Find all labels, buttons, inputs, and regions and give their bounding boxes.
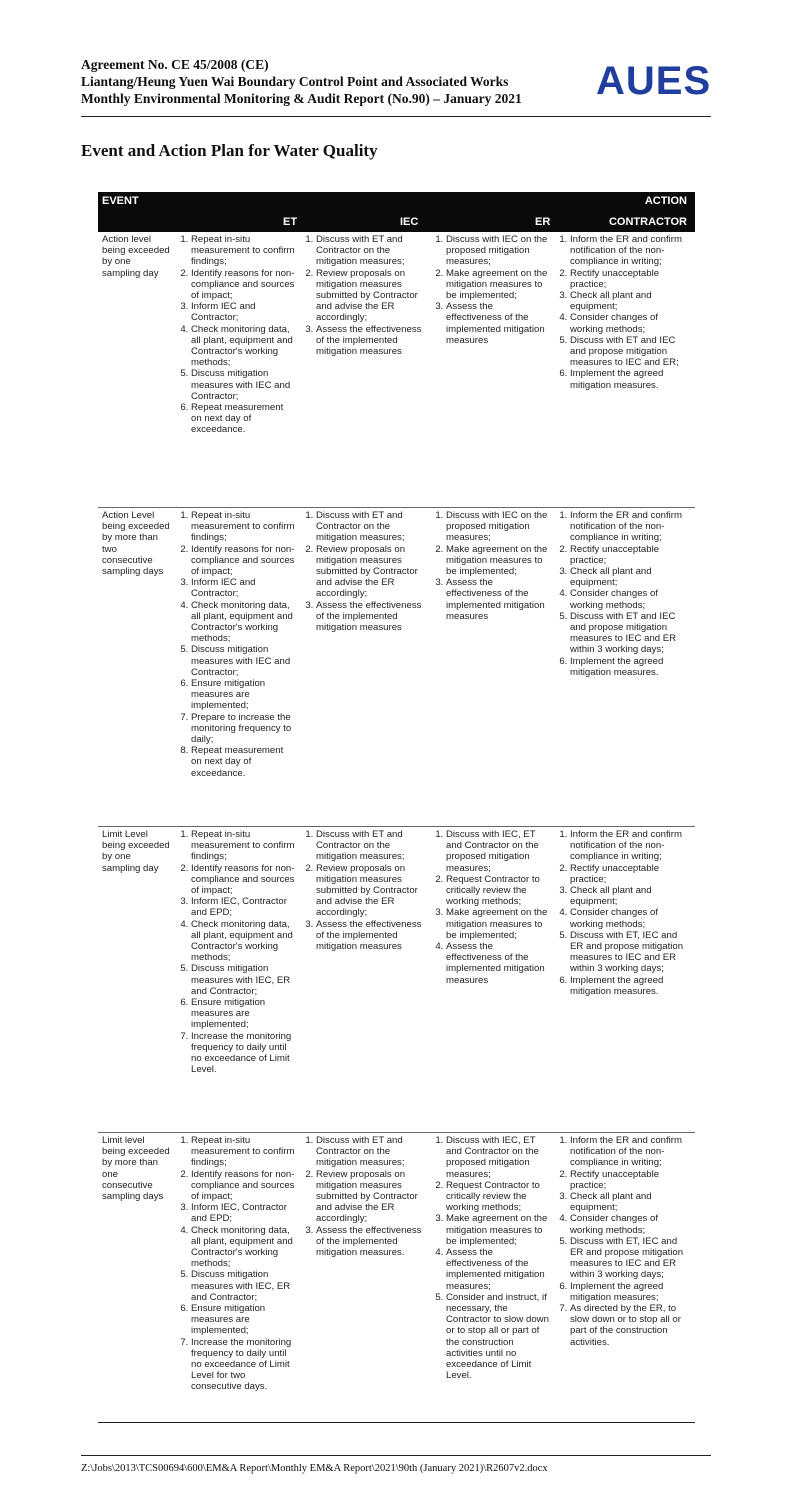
event-action-table	[98, 192, 695, 1420]
action-item: 3. Make agreement on the mitigation measures to be implemented;	[446, 907, 551, 941]
er-header: ER	[535, 216, 551, 228]
et-actions	[178, 234, 296, 436]
action-item: 2. Identify reasons for non-compliance and sources of impact;	[191, 1169, 296, 1203]
action-list	[303, 234, 425, 357]
action-item: 2. Make agreement on the mitigation measures to be implemented;	[446, 268, 551, 302]
table-row	[98, 827, 695, 1133]
action-item: 2. Identify reasons for non-compliance and sources of impact;	[191, 544, 296, 578]
action-item: 3. Assess the effectiveness of the implemented mitigation measures.	[316, 1225, 425, 1259]
action-item: 7. Prepare to increase the monitoring frequency to daily;	[191, 712, 296, 746]
action-list	[557, 829, 693, 997]
action-item: 2. Review proposals on mitigation measures submitted by Contractor and advise the ER accordingly;	[316, 544, 425, 600]
action-item: 5. Consider and instruct, if necessary, the Contractor to slow down or to stop all or part of the construction activities until no exceedance of Limit Level.	[446, 1292, 551, 1382]
action-item: 2. Make agreement on the mitigation measures to be implemented;	[446, 544, 551, 578]
action-item: 6. Implement the agreed mitigation measures.	[570, 975, 693, 997]
contractor-actions	[557, 1135, 693, 1348]
action-item: 5. Discuss mitigation measures with IEC, ER and Contractor;	[191, 963, 296, 997]
action-item: 7. As directed by the ER, to slow down or to stop all or part of the construction activities.	[570, 1303, 693, 1348]
action-item: 1. Repeat in-situ measurement to confirm findings;	[191, 234, 296, 268]
contractor-actions	[557, 829, 693, 997]
table-body	[98, 232, 695, 1420]
action-item: 3. Assess the effectiveness of the implemented mitigation measures	[316, 600, 425, 634]
action-item: 4. Consider changes of working methods;	[570, 1213, 693, 1235]
et-actions	[178, 829, 296, 1075]
event-header: EVENT	[102, 195, 139, 207]
action-list	[178, 234, 296, 436]
action-item: 1. Discuss with ET and Contractor on the mitigation measures;	[316, 1135, 425, 1169]
action-item: 3. Check all plant and equipment;	[570, 566, 693, 588]
action-item: 6. Ensure mitigation measures are implemented;	[191, 678, 296, 712]
action-list	[557, 510, 693, 678]
iec-actions	[303, 1135, 425, 1258]
contractor-actions	[557, 510, 693, 678]
action-item: 4. Assess the effectiveness of the implemented mitigation measures;	[446, 1247, 551, 1292]
action-list	[433, 1135, 551, 1381]
action-item: 3. Assess the effectiveness of the implemented mitigation measures	[316, 919, 425, 953]
action-item: 1. Discuss with ET and Contractor on the mitigation measures;	[316, 829, 425, 863]
action-item: 1. Discuss with IEC on the proposed mitigation measures;	[446, 234, 551, 268]
er-actions	[433, 1135, 551, 1381]
action-list	[557, 1135, 693, 1348]
action-item: 5. Discuss mitigation measures with IEC and Contractor;	[191, 368, 296, 402]
action-item: 4. Check monitoring data, all plant, equipment and Contractor's working methods;	[191, 324, 296, 369]
action-item: 1. Discuss with ET and Contractor on the mitigation measures;	[316, 234, 425, 268]
action-item: 6. Implement the agreed mitigation measures.	[570, 368, 693, 390]
action-item: 5. Discuss with ET, IEC and ER and propose mitigation measures to IEC and ER within 3 working days;	[570, 930, 693, 975]
action-item: 5. Discuss with ET and IEC and propose mitigation measures to IEC and ER;	[570, 335, 693, 369]
action-item: 3. Inform IEC and Contractor;	[191, 301, 296, 323]
action-item: 7. Increase the monitoring frequency to daily until no exceedance of Limit Level for two consecutive days.	[191, 1337, 296, 1393]
action-item: 2. Rectify unacceptable practice;	[570, 863, 693, 885]
report-name: Monthly Environmental Monitoring & Audit Report (No.90) – January 2021	[81, 91, 522, 106]
action-item: 3. Inform IEC, Contractor and EPD;	[191, 896, 296, 918]
action-item: 5. Discuss with ET, IEC and ER and propose mitigation measures to IEC and ER within 3 working days;	[570, 1236, 693, 1281]
action-item: 4. Consider changes of working methods;	[570, 907, 693, 929]
aues-logo: AUES	[596, 59, 712, 103]
action-item: 3. Inform IEC, Contractor and EPD;	[191, 1202, 296, 1224]
action-item: 3. Assess the effectiveness of the implemented mitigation measures	[446, 301, 551, 346]
action-item: 2. Identify reasons for non-compliance and sources of impact;	[191, 863, 296, 897]
action-item: 2. Rectify unacceptable practice;	[570, 268, 693, 290]
action-item: 3. Check all plant and equipment;	[570, 885, 693, 907]
action-item: 1. Inform the ER and confirm notification of the non-compliance in writing;	[570, 1135, 693, 1169]
action-item: 1. Discuss with IEC on the proposed mitigation measures;	[446, 510, 551, 544]
action-item: 1. Discuss with IEC, ET and Contractor on the proposed mitigation measures;	[446, 829, 551, 874]
event-description: Action Level being exceeded by more than two consecutive sampling days	[102, 510, 170, 578]
action-item: 3. Assess the effectiveness of the implemented mitigation measures	[316, 324, 425, 358]
et-actions	[178, 510, 296, 779]
action-list	[178, 829, 296, 1075]
action-list	[178, 510, 296, 779]
action-item: 2. Request Contractor to critically review the working methods;	[446, 874, 551, 908]
action-item: 1. Discuss with ET and Contractor on the mitigation measures;	[316, 510, 425, 544]
action-item: 2. Rectify unacceptable practice;	[570, 1169, 693, 1191]
er-actions	[433, 829, 551, 986]
action-list	[557, 234, 693, 391]
table-row	[98, 1133, 695, 1420]
action-item: 5. Discuss with ET and IEC and propose mitigation measures to IEC and ER within 3 working days;	[570, 611, 693, 656]
er-actions	[433, 510, 551, 622]
action-item: 1. Inform the ER and confirm notification of the non-compliance in writing;	[570, 829, 693, 863]
action-item: 3. Check all plant and equipment;	[570, 290, 693, 312]
action-item: 6. Ensure mitigation measures are implemented;	[191, 1303, 296, 1337]
action-item: 2. Identify reasons for non-compliance and sources of impact;	[191, 268, 296, 302]
action-list	[303, 829, 425, 952]
action-list	[433, 510, 551, 622]
action-list	[433, 829, 551, 986]
header-divider	[81, 116, 711, 117]
action-item: 3. Check all plant and equipment;	[570, 1191, 693, 1213]
action-item: 4. Check monitoring data, all plant, equipment and Contractor's working methods;	[191, 1225, 296, 1270]
action-item: 2. Review proposals on mitigation measures submitted by Contractor and advise the ER accordingly;	[316, 1169, 425, 1225]
action-item: 7. Increase the monitoring frequency to daily until no exceedance of Limit Level.	[191, 1031, 296, 1076]
table-row	[98, 232, 695, 508]
action-item: 4. Consider changes of working methods;	[570, 588, 693, 610]
iec-actions	[303, 234, 425, 357]
action-item: 1. Repeat in-situ measurement to confirm findings;	[191, 1135, 296, 1169]
action-list	[178, 1135, 296, 1393]
action-item: 3. Inform IEC and Contractor;	[191, 577, 296, 599]
iec-actions	[303, 829, 425, 952]
event-description: Limit level being exceeded by more than one consecutive sampling days	[102, 1135, 170, 1203]
project-name: Liantang/Heung Yuen Wai Boundary Control Point and Associated Works	[81, 74, 509, 89]
action-item: 1. Discuss with IEC, ET and Contractor on the proposed mitigation measures;	[446, 1135, 551, 1180]
action-item: 4. Consider changes of working methods;	[570, 312, 693, 334]
footer-divider	[81, 1455, 711, 1456]
event-description: Limit Level being exceeded by one sampling day	[102, 829, 170, 874]
et-header: ET	[283, 216, 298, 228]
action-item: 4. Check monitoring data, all plant, equipment and Contractor's working methods;	[191, 919, 296, 964]
action-item: 5. Discuss mitigation measures with IEC, ER and Contractor;	[191, 1269, 296, 1303]
page-title: Event and Action Plan for Water Quality	[81, 141, 378, 160]
er-actions	[433, 234, 551, 346]
action-item: 4. Check monitoring data, all plant, equipment and Contractor's working methods;	[191, 600, 296, 645]
action-list	[433, 234, 551, 346]
action-item: 5. Discuss mitigation measures with IEC and Contractor;	[191, 644, 296, 678]
action-header: ACTION	[644, 195, 687, 207]
action-item: 1. Inform the ER and confirm notification of the non-compliance in writing;	[570, 234, 693, 268]
table-bottom-rule	[98, 1422, 695, 1423]
action-item: 2. Review proposals on mitigation measures submitted by Contractor and advise the ER accordingly;	[316, 268, 425, 324]
action-item: 6. Implement the agreed mitigation measures.	[570, 656, 693, 678]
action-item: 6. Ensure mitigation measures are implemented;	[191, 997, 296, 1031]
action-item: 3. Make agreement on the mitigation measures to be implemented;	[446, 1213, 551, 1247]
contractor-actions	[557, 234, 693, 391]
iec-header: IEC	[400, 216, 419, 228]
action-item: 6. Repeat measurement on next day of exceedance.	[191, 402, 296, 436]
et-actions	[178, 1135, 296, 1393]
contractor-header: CONTRACTOR	[608, 216, 687, 228]
table-header	[98, 192, 695, 232]
iec-actions	[303, 510, 425, 633]
file-path: Z:\Jobs\2013\TCS00694\600\EM&A Report\Monthly EM&A Report\2021\90th (January 2021)\R2607v2.docx	[81, 1463, 548, 1474]
action-item: 1. Repeat in-situ measurement to confirm findings;	[191, 829, 296, 863]
action-item: 1. Repeat in-situ measurement to confirm findings;	[191, 510, 296, 544]
action-item: 8. Repeat measurement on next day of exceedance.	[191, 745, 296, 779]
action-item: 4. Assess the effectiveness of the implemented mitigation measures	[446, 941, 551, 986]
action-item: 2. Rectify unacceptable practice;	[570, 544, 693, 566]
agreement-number: Agreement No. CE 45/2008 (CE)	[81, 57, 269, 72]
action-item: 1. Inform the ER and confirm notification of the non-compliance in writing;	[570, 510, 693, 544]
action-list	[303, 510, 425, 633]
action-list	[303, 1135, 425, 1258]
event-description: Action level being exceeded by one sampling day	[102, 234, 170, 279]
action-item: 2. Request Contractor to critically review the working methods;	[446, 1180, 551, 1214]
action-item: 6. Implement the agreed mitigation measures;	[570, 1281, 693, 1303]
table-row	[98, 508, 695, 827]
action-item: 3. Assess the effectiveness of the implemented mitigation measures	[446, 577, 551, 622]
action-item: 2. Review proposals on mitigation measures submitted by Contractor and advise the ER accordingly;	[316, 863, 425, 919]
